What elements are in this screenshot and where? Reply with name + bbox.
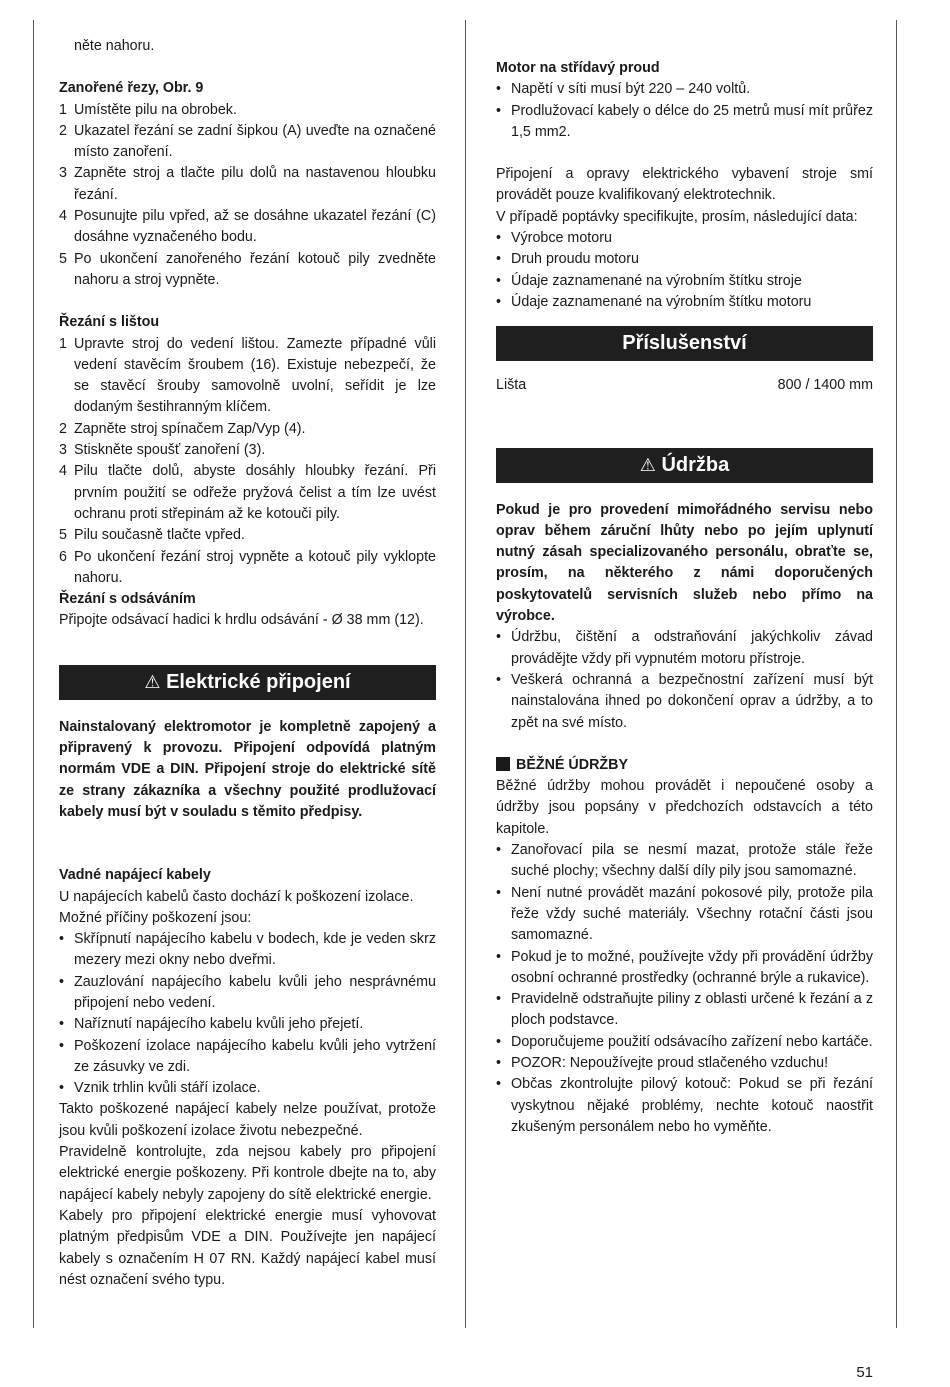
list-item: 1 Umístěte pilu na obrobek. [59,101,237,118]
list-item: 3 Stiskněte spoušť zanoření (3). [59,442,266,459]
extraction-title: Řezání s odsáváním [59,591,196,608]
list-item: 5 Pilu současně tlačte vpřed. [59,527,245,544]
list-item: • Zanořovací pila se nesmí mazat, protože stále řeže suché plochy; všechny další díly pily jsou samomazné. [496,842,873,880]
list-item: 5 Po ukončení zanořeného řezání kotouč pily zvedněte nahoru a stroj vypněte. [59,250,436,288]
list-item: • Pokud je to možné, používejte vždy při provádění údržby osobní ochranné prostředky (ochranné brýle a rukavice). [496,948,873,986]
cables-paragraph-3: Kabely pro připojení elektrické energie musí vyhovovat platným předpisům VDE a DIN. Používejte jen napájecí kabely s označením H 07 RN. Každý napájecí kabel musí nést označení svého typu. [59,1207,436,1288]
left-column [59,36,436,1291]
list-item: • Výrobce motoru [496,230,612,247]
accessory-value: 800 / 1400 mm [777,377,873,394]
list-item: • Poškození izolace napájecího kabelu kvůli jeho vytržení ze zásuvky ve zdi. [59,1037,436,1075]
list-item: • Údaje zaznamenané na výrobním štítku stroje [496,272,802,289]
warning-icon: ⚠ [144,671,161,692]
list-item: • Napětí v síti musí být 220 – 240 voltů. [496,81,751,98]
maintenance-intro: Pokud je pro provedení mimořádného servisu nebo oprav během záruční lhůty nebo po jejím uplynutí nutný zásah specializovaného personálu, obraťte se, prosím, na některého z námi doporučených poskytovatelů servisních služeb nebo přímo na výrobce. [496,501,873,625]
rail-cut-steps [59,334,436,590]
routine-maintenance-intro: Běžné údržby mohou provádět i nepoučené osoby a údržby jsou popsány v předchozích odstavcích a této kapitole. [496,778,873,837]
warning-icon: ⚠ [639,454,656,475]
list-item: 4 Pilu tlačte dolů, abyste dosáhly hloubky řezání. Při prvním použití se odřeže pryžová čelist a tím lze uvést ochranu proti střepinám až ke kotouči pily. [59,463,436,522]
routine-maintenance-title: BĚŽNÉ ÚDRŽBY [496,755,873,776]
square-bullet-icon [496,757,510,771]
list-item: • Občas zkontrolujte pilový kotouč: Pokud se při řezání vyskytnou nějaké problémy, nechte kotouč naostřit zkušeným personálem nebo ho vyměňte. [496,1076,873,1135]
list-item: • Vznik trhlin kvůli stáří izolace. [59,1080,261,1097]
cables-paragraph-2: Pravidelně kontrolujte, zda nejsou kabely pro připojení elektrické energie poškozeny. Při kontrole dbejte na to, aby napájecí kabely nebyly zapojeny do sítě elektrické energie. [59,1144,436,1203]
defective-cables-intro2: Možné příčiny poškození jsou: [59,909,252,926]
list-item: • Doporučujeme použití odsávacího zařízení nebo kartáče. [496,1033,873,1050]
list-item: 2 Ukazatel řezání se zadní šipkou (A) uveďte na označené místo zanoření. [59,122,436,161]
column-divider-left [465,20,466,1328]
defective-cables-title: Vadné napájecí kabely [59,867,211,884]
list-item: • Zauzlování napájecího kabelu kvůli jeho nesprávnému připojení nebo vedení. [59,973,436,1011]
column-divider-right [896,20,897,1328]
list-item: • Není nutné provádět mazání pokosové pily, protože pila řeže vždy suché materiály. Všechny rotační části jsou samomazné. [496,884,873,944]
plunge-cut-steps [59,100,436,292]
list-item: 1 Upravte stroj do vedení lištou. Zamezte případné vůli vedení stavěcím šroubem (16). Existuje nebezpečí, že se stavěcí šrouby samovolně uvolní, seřídit je lze dodaným šestihranným klíčem. [59,335,436,416]
list-item: 2 Zapněte stroj spínačem Zap/Vyp (4). [59,420,306,437]
extraction-text: Připojte odsávací hadici k hrdlu odsávání - Ø 38 mm (12). [59,612,424,629]
accessory-row [496,375,873,396]
cables-paragraph-1: Takto poškozené napájecí kabely nelze používat, protože jsou kvůli poškození izolace životu nebezpečné. [59,1101,436,1139]
ac-motor-title: Motor na střídavý proud [496,60,660,76]
list-item: 6 Po ukončení řezání stroj vypněte a kotouč pily vyklopte nahoru. [59,548,436,586]
list-item: 4 Posunujte pilu vpřed, až se dosáhne ukazatel řezání (C) dosáhne vyznačeného bodu. [59,208,436,246]
list-item: • Veškerá ochranná a bezpečnostní zařízení musí být nainstalována ihned po dokončení oprav a údržby, a to zpět na své místo. [496,671,873,731]
accessories-heading: Příslušenství [496,326,873,361]
list-item: • Skřípnutí napájecího kabelu v bodech, kde je veden skrz mezery mezi okny nebo dveřmi. [59,931,436,969]
list-item: • POZOR: Nepoužívejte proud stlačeného vzduchu! [496,1054,829,1071]
maintenance-heading [496,448,873,483]
maintenance-heading-text: Údržba [661,453,730,476]
list-item: • Údaje zaznamenané na výrobním štítku motoru [496,293,812,310]
routine-maintenance-list [496,840,873,1138]
list-item: • Naříznutí napájecího kabelu kvůli jeho přejetí. [59,1016,364,1033]
maintenance-list [496,627,873,733]
damage-causes-list [59,929,436,1099]
ac-motor-paragraph-1: Připojení a opravy elektrického vybavení stroje smí provádět pouze kvalifikovaný elektrotechnik. [496,166,873,204]
accessory-item: Lišta [496,377,527,394]
electrical-connection-heading [59,665,436,700]
intro-continuation: něte nahoru. [74,38,155,54]
list-item: • Prodlužovací kabely o délce do 25 metrů musí mít průřez 1,5 mm2. [496,102,873,140]
page-number: 51 [856,1364,873,1381]
ac-motor-paragraph-2: V případě poptávky specifikujte, prosím, následující data: [496,208,858,225]
list-item: • Údržbu, čištění a odstraňování jakýchkoliv závad provádějte vždy při vypnutém motoru přístroje. [496,629,873,667]
plunge-cut-title: Zanořené řezy, Obr. 9 [59,80,204,97]
defective-cables-intro1: U napájecích kabelů často dochází k poškození izolace. [59,888,414,905]
specification-data-list [496,228,873,313]
ac-motor-list [496,79,873,143]
left-margin-rule [33,20,34,1328]
rail-cut-title: Řezání s lištou [59,314,160,331]
list-item: • Druh proudu motoru [496,251,639,268]
electrical-intro: Nainstalovaný elektromotor je kompletně zapojený a připravený k provozu. Připojení odpovídá platným normám VDE a DIN. Připojení stroje do elektrické sítě ze strany zákazníka a všechny použité prodlužovací kabely musí být v souladu s těmito předpisy. [59,718,436,820]
list-item: • Pravidelně odstraňujte piliny z oblasti určené k řezání a z ploch podstavce. [496,991,873,1029]
list-item: 3 Zapněte stroj a tlačte pilu dolů na nastavenou hloubku řezání. [59,165,436,203]
right-column [496,58,873,1138]
electrical-heading-text: Elektrické připojení [166,670,351,693]
